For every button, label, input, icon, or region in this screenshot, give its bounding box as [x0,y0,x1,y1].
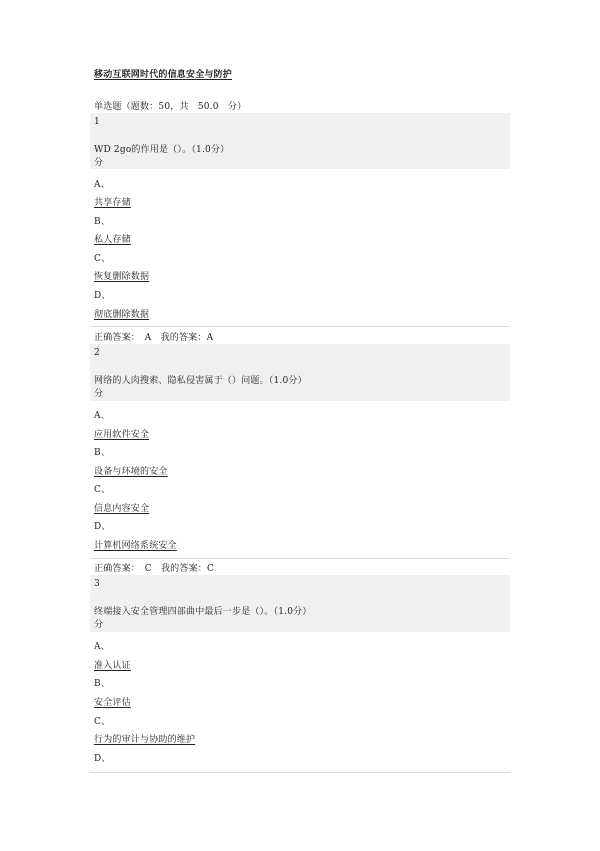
option-text: 应用软件安全 [94,430,150,440]
question-stem: WD 2go的作用是（）。（1.0分） [94,145,230,155]
question-band [90,344,510,401]
option-label: C、 [94,485,111,495]
option-label: A、 [94,411,110,421]
question-number: 3 [94,579,100,589]
option-text: 恢复删除数据 [94,272,150,282]
question-stem: 终端接入安全管理四部曲中最后一步是（）。（1.0分） [94,607,312,617]
divider [90,326,510,327]
question-score-unit: 分 [94,158,104,168]
answer-line: 正确答案： A 我的答案：A [94,333,214,343]
answer-line: 正确答案： C 我的答案：C [94,564,215,574]
option-text: 计算机网络系统安全 [94,541,177,551]
question-stem: 网络的人肉搜索、隐私侵害属于（）问题。（1.0分） [94,376,307,386]
option-label: A、 [94,180,110,190]
question-score-unit: 分 [94,389,104,399]
question-band [90,113,510,169]
option-label: C、 [94,254,111,264]
option-text: 共享存储 [94,198,131,208]
option-text: 行为的审计与协助的维护 [94,735,196,745]
divider [90,558,510,559]
option-text: 准入认证 [94,661,131,671]
question-number: 1 [94,117,100,127]
option-text: 彻底删除数据 [94,310,150,320]
option-label: C、 [94,717,111,727]
question-band [90,575,510,632]
option-label: B、 [94,679,111,689]
question-number: 2 [94,348,100,358]
option-label: A、 [94,642,110,652]
option-label: D、 [94,291,111,301]
option-text: 私人存储 [94,235,131,245]
divider [90,772,510,773]
option-text: 信息内容安全 [94,504,150,514]
option-label: D、 [94,754,111,764]
option-label: B、 [94,217,111,227]
option-label: D、 [94,522,111,532]
document-title: 移动互联网时代的信息安全与防护 [94,70,233,80]
section-header: 单选题（题数：50，共 50.0 分） [94,102,247,112]
option-text: 设备与环境的安全 [94,467,168,477]
option-text: 安全评估 [94,698,131,708]
question-score-unit: 分 [94,620,104,630]
option-label: B、 [94,448,111,458]
